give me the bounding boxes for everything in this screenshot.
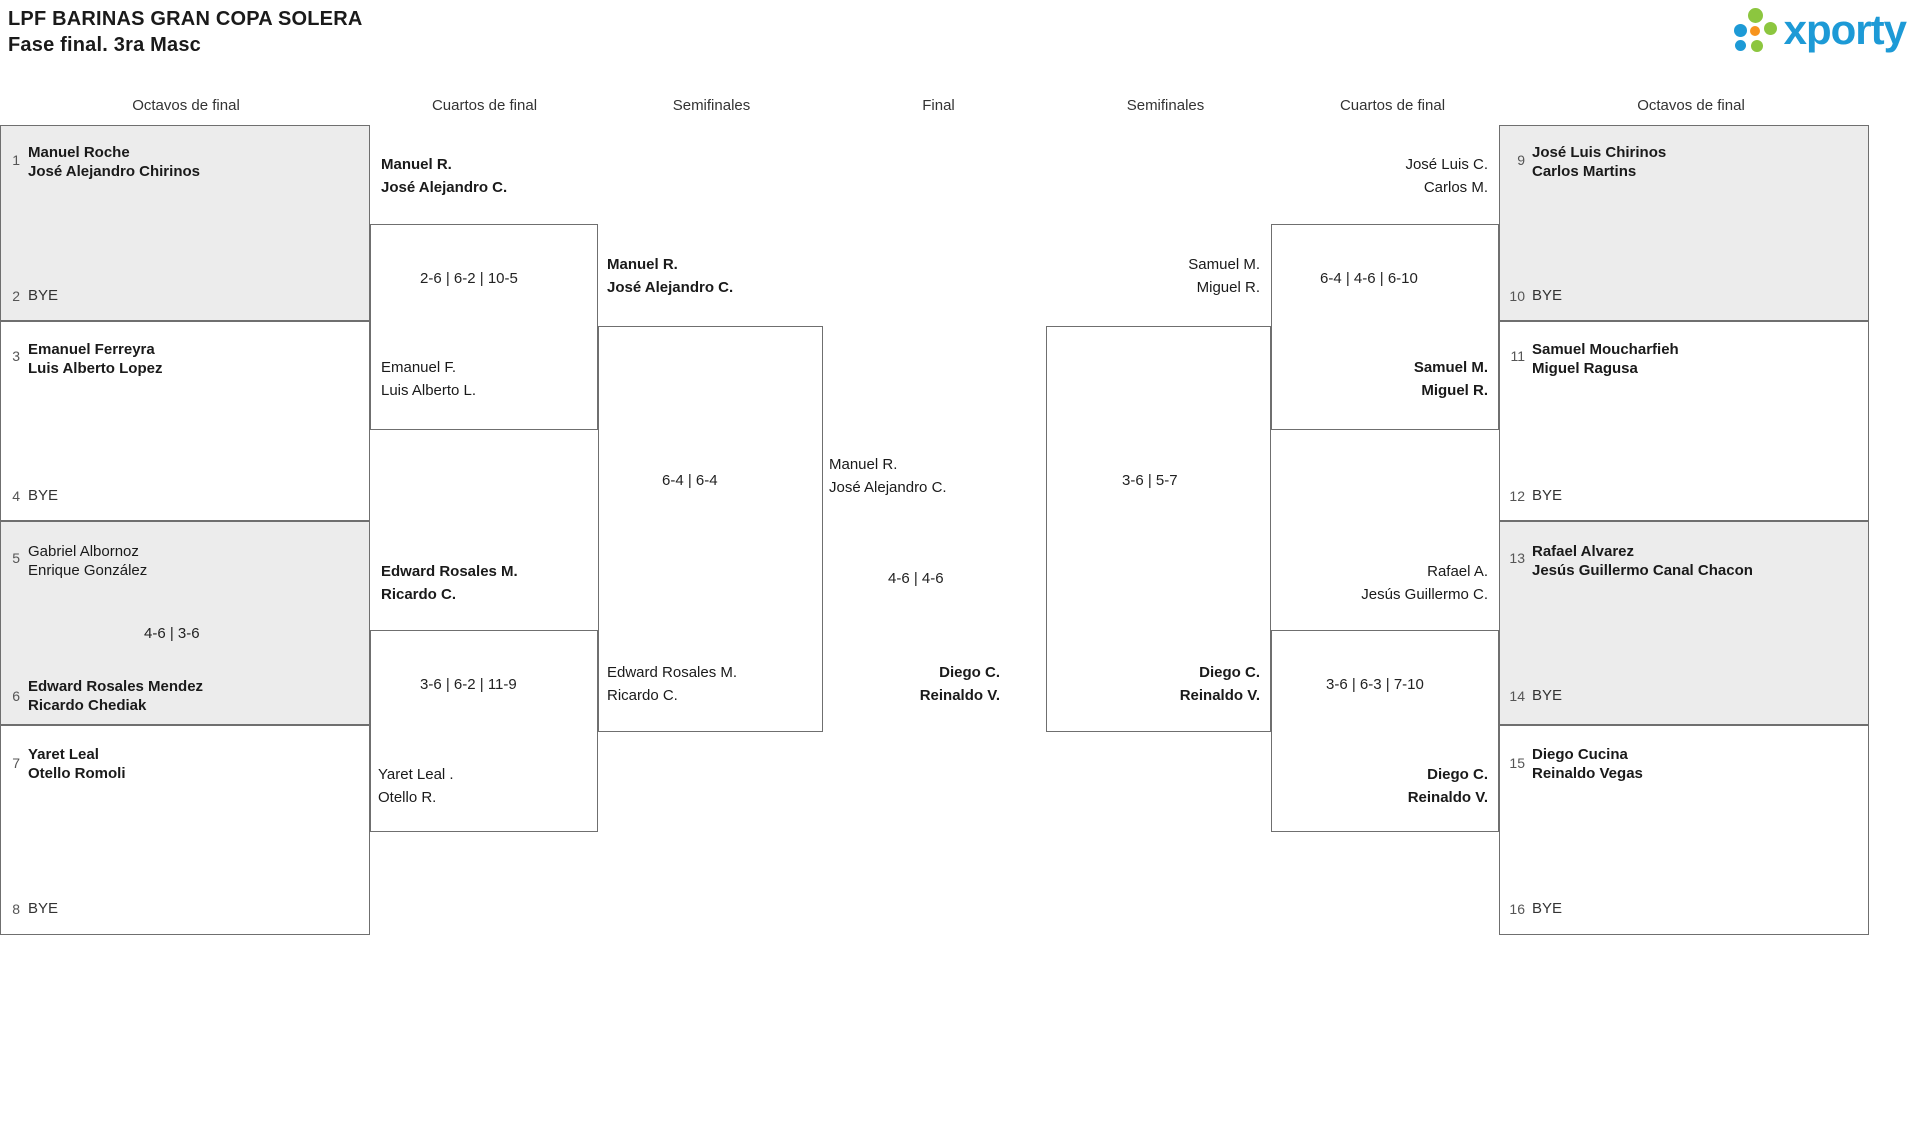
match-score: 2-6 | 6-2 | 10-5	[420, 270, 518, 287]
seed-number: 12	[1509, 488, 1525, 504]
player-name: Otello R.	[378, 789, 437, 806]
player-name: José Alejandro C.	[607, 279, 734, 296]
round-header-right-qf: Cuartos de final	[1339, 97, 1446, 114]
player-name: Carlos M.	[1423, 179, 1488, 196]
round-header-left-sf: Semifinales	[672, 97, 751, 114]
player-name: Ricardo C.	[381, 586, 457, 603]
player-name: Diego C.	[1199, 664, 1260, 681]
bye-label: BYE	[28, 287, 59, 304]
seed-number: 16	[1509, 901, 1525, 917]
seed-number: 6	[12, 688, 20, 704]
player-name: Samuel M.	[1413, 359, 1488, 376]
seed-number: 2	[12, 288, 20, 304]
match-score: 6-4 | 4-6 | 6-10	[1320, 270, 1418, 287]
player-name: José Luis C.	[1405, 156, 1488, 173]
player-name: Ricardo Chediak	[28, 697, 147, 714]
player-name: Enrique González	[28, 562, 148, 579]
seed-number: 1	[12, 152, 20, 168]
player-name: Reinaldo V.	[1407, 789, 1488, 806]
seed-number: 14	[1509, 688, 1525, 704]
player-name: Carlos Martins	[1532, 163, 1637, 180]
player-name: Jesús Guillermo Canal Chacon	[1532, 562, 1753, 579]
seed-number: 10	[1509, 288, 1525, 304]
player-name: Jesús Guillermo C.	[1361, 586, 1488, 603]
player-name: Diego Cucina	[1532, 746, 1628, 763]
player-name: Diego C.	[939, 664, 1000, 681]
player-name: Diego C.	[1427, 766, 1488, 783]
seed-number: 9	[1517, 152, 1525, 168]
tournament-subtitle: Fase final. 3ra Masc	[8, 34, 201, 56]
player-name: Gabriel Albornoz	[28, 543, 139, 560]
player-name: Manuel R.	[829, 456, 898, 473]
player-name: Luis Alberto L.	[381, 382, 477, 399]
player-name: Yaret Leal	[28, 746, 99, 763]
xporty-logo	[1732, 6, 1906, 54]
round-header-final: Final	[922, 97, 955, 114]
seed-number: 8	[12, 901, 20, 917]
player-name: Manuel R.	[381, 156, 452, 173]
player-name: José Luis Chirinos	[1532, 144, 1667, 161]
player-name: Yaret Leal .	[378, 766, 454, 783]
match-score: 4-6 | 3-6	[144, 625, 200, 642]
player-name: José Alejandro C.	[381, 179, 508, 196]
player-name: Miguel R.	[1421, 382, 1488, 399]
seed-number: 11	[1510, 348, 1525, 364]
bye-label: BYE	[28, 900, 59, 917]
player-name: Rafael A.	[1427, 563, 1488, 580]
seed-number: 7	[12, 755, 20, 771]
player-name: Ricardo C.	[607, 687, 678, 704]
bye-label: BYE	[28, 487, 59, 504]
player-name: Edward Rosales Mendez	[28, 678, 204, 695]
player-name: Rafael Alvarez	[1532, 543, 1634, 560]
player-name: Manuel Roche	[28, 144, 130, 161]
player-name: Samuel Moucharfieh	[1532, 341, 1679, 358]
seed-number: 15	[1509, 755, 1525, 771]
round-header-left-r16: Octavos de final	[132, 97, 240, 114]
match-score: 3-6 | 5-7	[1122, 472, 1178, 489]
bye-label: BYE	[1532, 487, 1563, 504]
page-title	[8, 6, 363, 58]
seed-number: 3	[12, 348, 20, 364]
tournament-title: LPF BARINAS GRAN COPA SOLERA	[8, 8, 363, 30]
player-name: Luis Alberto Lopez	[28, 360, 163, 377]
seed-number: 13	[1509, 550, 1525, 566]
match-score: 4-6 | 4-6	[888, 570, 944, 587]
bye-label: BYE	[1532, 687, 1563, 704]
player-name: Otello Romoli	[28, 765, 126, 782]
player-name: Reinaldo V.	[919, 687, 1000, 704]
round-header-right-sf: Semifinales	[1126, 97, 1205, 114]
player-name: Reinaldo V.	[1179, 687, 1260, 704]
player-name: Reinaldo Vegas	[1532, 765, 1643, 782]
bye-label: BYE	[1532, 287, 1563, 304]
logo-wordmark: xporty	[1783, 6, 1906, 53]
player-name: Emanuel F.	[381, 359, 457, 376]
player-name: Edward Rosales M.	[607, 664, 738, 681]
player-name: Miguel R.	[1196, 279, 1260, 296]
player-name: Emanuel Ferreyra	[28, 341, 155, 358]
player-name: Manuel R.	[607, 256, 678, 273]
player-name: Miguel Ragusa	[1532, 360, 1638, 377]
round-header-right-r16: Octavos de final	[1637, 97, 1745, 114]
player-name: José Alejandro Chirinos	[28, 163, 200, 180]
bye-label: BYE	[1532, 900, 1563, 917]
player-name: José Alejandro C.	[829, 479, 947, 496]
player-name: Samuel M.	[1188, 256, 1260, 273]
match-score: 3-6 | 6-2 | 11-9	[420, 676, 517, 693]
logo-dots-icon	[1732, 6, 1778, 54]
match-score: 6-4 | 6-4	[662, 472, 718, 489]
match-score: 3-6 | 6-3 | 7-10	[1326, 676, 1424, 693]
seed-number: 5	[12, 550, 20, 566]
player-name: Edward Rosales M.	[381, 563, 518, 580]
round-header-left-qf: Cuartos de final	[431, 97, 538, 114]
seed-number: 4	[12, 488, 20, 504]
